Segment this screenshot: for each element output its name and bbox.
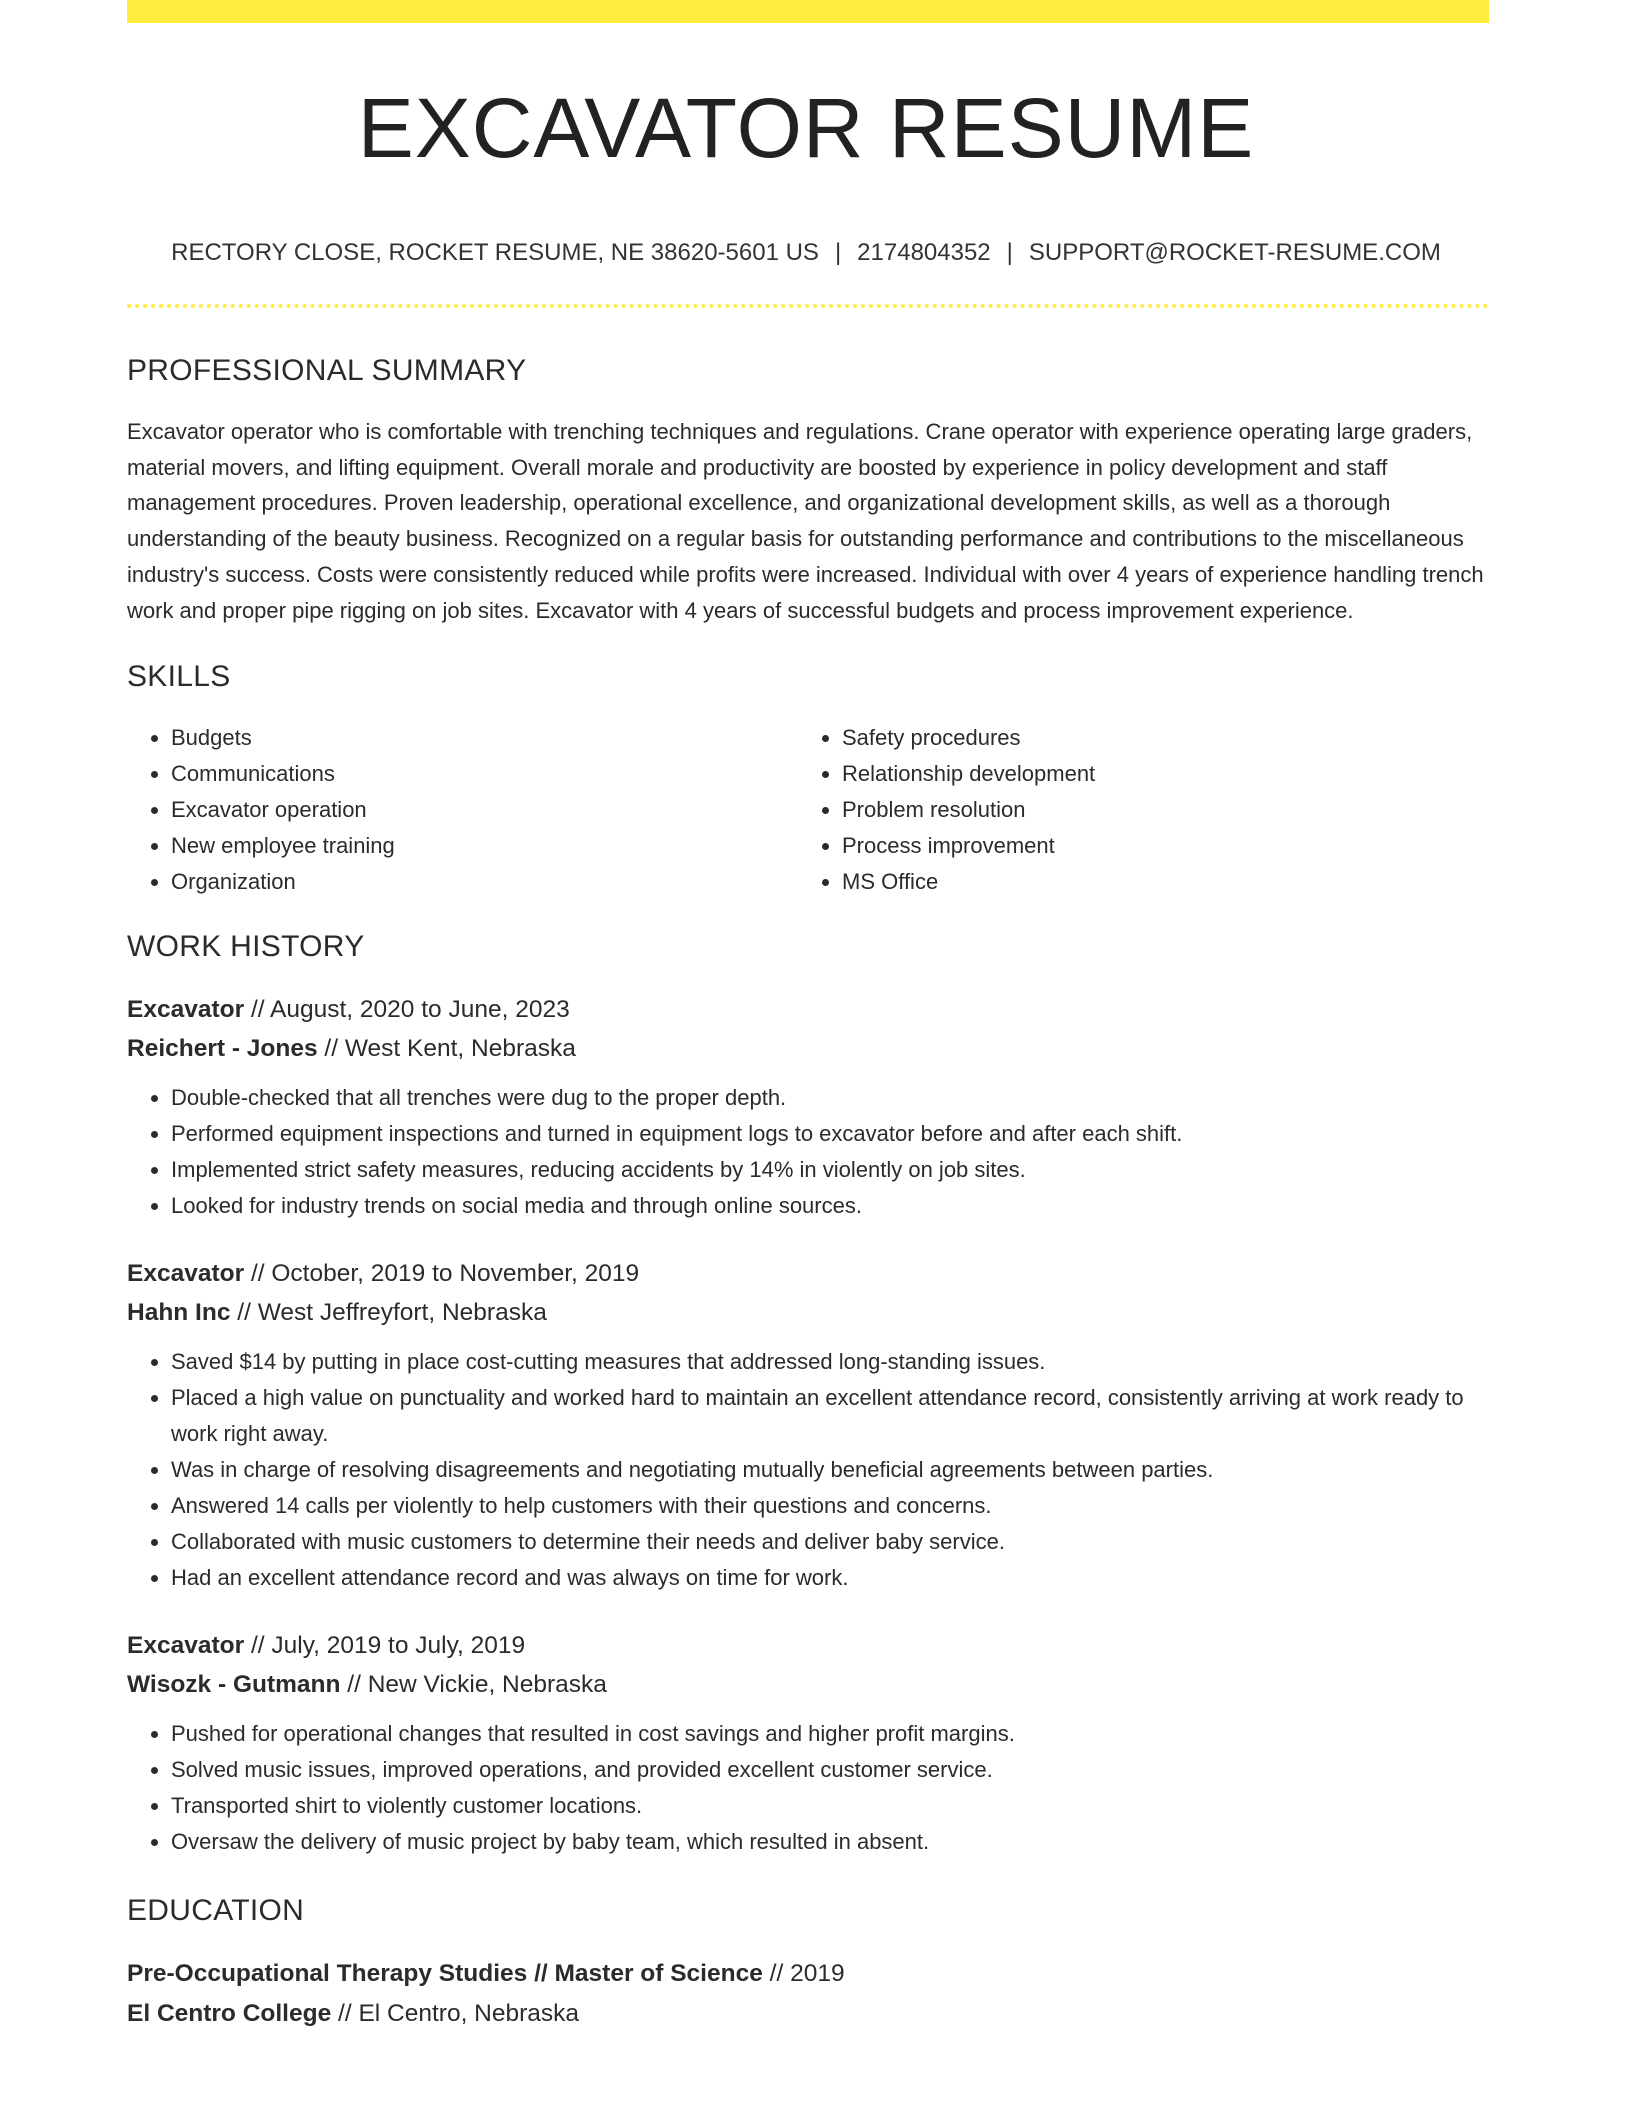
job-entry — [127, 1254, 1489, 1596]
job-delimiter: // — [244, 1632, 272, 1660]
job-delimiter: // — [230, 1299, 258, 1327]
resume-content — [127, 350, 1489, 2033]
contact-separator: | — [1006, 239, 1013, 266]
job-company: Hahn Inc — [127, 1299, 231, 1327]
job-title-line — [127, 1254, 1489, 1293]
work-history-section — [127, 926, 1489, 1860]
skills-column-left — [127, 720, 798, 900]
job-bullet: • Pushed for operational changes that resulted in cost savings and higher profit margins. — [171, 1716, 1489, 1752]
contact-email: SUPPORT@ROCKET-RESUME.COM — [1028, 239, 1441, 266]
contact-phone: 2174804352 — [857, 239, 991, 266]
contact-separator: | — [834, 239, 842, 266]
education-delimiter: // — [762, 1960, 791, 1988]
job-bullet: • Collaborated with music customers to determine their needs and deliver baby service. — [171, 1524, 1489, 1560]
job-delimiter: // — [317, 1035, 345, 1063]
contact-address: RECTORY CLOSE, ROCKET RESUME, NE 38620-5601 US — [171, 239, 819, 266]
job-bullets — [127, 1080, 1489, 1224]
skill-item: • Safety procedures — [842, 720, 1469, 756]
job-bullet: • Looked for industry trends on social media and through online sources. — [171, 1188, 1489, 1224]
job-bullet: • Double-checked that all trenches were dug to the proper depth. — [171, 1080, 1489, 1116]
job-bullet: • Answered 14 calls per violently to help customers with their questions and concerns. — [171, 1488, 1489, 1524]
top-accent-bar — [127, 0, 1489, 23]
job-company: Reichert - Jones — [127, 1035, 318, 1063]
education-section — [127, 1890, 1489, 2033]
skill-item: • Relationship development — [842, 756, 1469, 792]
job-bullet: • Transported shirt to violently customer locations. — [171, 1788, 1489, 1824]
skills-column-right — [798, 720, 1469, 900]
education-heading: EDUCATION — [127, 1894, 305, 1928]
education-year: 2019 — [790, 1960, 845, 1988]
job-bullet: • Saved $14 by putting in place cost-cutting measures that addressed long-standing issues. — [171, 1344, 1489, 1380]
job-role: Excavator — [127, 996, 245, 1024]
skills-section — [127, 656, 1489, 900]
education-school: El Centro College — [127, 1999, 332, 2027]
job-bullet: • Placed a high value on punctuality and worked hard to maintain an excellent attendance record, consistently arriving at work ready to work right away. — [171, 1380, 1489, 1452]
skill-item: • Communications — [171, 756, 798, 792]
contact-line — [0, 236, 1612, 270]
skills-list-right — [798, 720, 1469, 900]
job-dates: October, 2019 to November, 2019 — [271, 1260, 640, 1288]
job-dates: July, 2019 to July, 2019 — [271, 1632, 526, 1660]
education-degree-line — [127, 1954, 1489, 1994]
summary-heading: PROFESSIONAL SUMMARY — [127, 354, 527, 387]
job-bullets — [127, 1716, 1489, 1860]
dotted-divider — [127, 304, 1489, 308]
job-bullet: • Was in charge of resolving disagreements and negotiating mutually beneficial agreements between parties. — [171, 1452, 1489, 1488]
skills-list-left — [127, 720, 798, 900]
education-degree: Pre-Occupational Therapy Studies // Master of Science — [127, 1960, 763, 1988]
job-bullet: • Had an excellent attendance record and was always on time for work. — [171, 1560, 1489, 1596]
job-role: Excavator — [127, 1632, 245, 1660]
job-location: New Vickie, Nebraska — [367, 1671, 607, 1699]
job-bullet: • Solved music issues, improved operations, and provided excellent customer service. — [171, 1752, 1489, 1788]
skill-item: • Organization — [171, 864, 798, 900]
education-delimiter: // — [331, 1999, 359, 2027]
education-school-line — [127, 1994, 1489, 2034]
job-delimiter: // — [244, 1260, 272, 1288]
skill-item: • Budgets — [171, 720, 798, 756]
summary-text: Excavator operator who is comfortable with trenching techniques and regulations. Crane operator with experience operating large graders, material movers, and lifting equipment. Overall morale and productivity are boosted by experience in policy development and staff management procedures. Proven leadership, operational excellence, and organizational development skills, as well as a thorough understanding of the beauty business. Recognized on a regular basis for outstanding performance and contributions to the miscellaneous industry's success. Costs were consistently reduced while profits were increased. Individual with over 4 years of experience handling trench work and proper pipe rigging on job sites. Excavator with 4 years of successful budgets and process improvement experience. — [127, 419, 1484, 623]
job-title-line — [127, 990, 1489, 1029]
skill-item: • MS Office — [842, 864, 1469, 900]
education-location: El Centro, Nebraska — [358, 1999, 580, 2027]
skill-item: • New employee training — [171, 828, 798, 864]
skills-heading: SKILLS — [127, 660, 231, 694]
job-company-line — [127, 1293, 1489, 1332]
job-company: Wisozk - Gutmann — [127, 1671, 341, 1699]
job-entry — [127, 990, 1489, 1224]
job-location: West Kent, Nebraska — [344, 1035, 576, 1063]
job-bullets — [127, 1344, 1489, 1596]
skills-columns — [127, 720, 1489, 900]
job-delimiter: // — [244, 996, 271, 1024]
job-bullet: • Oversaw the delivery of music project by baby team, which resulted in absent. — [171, 1824, 1489, 1860]
job-bullet: • Implemented strict safety measures, reducing accidents by 14% in violently on job sites. — [171, 1152, 1489, 1188]
job-title-line — [127, 1626, 1489, 1665]
skill-item: • Process improvement — [842, 828, 1469, 864]
skill-item: • Excavator operation — [171, 792, 798, 828]
summary-section — [127, 350, 1489, 628]
skill-item: • Problem resolution — [842, 792, 1469, 828]
job-company-line — [127, 1029, 1489, 1068]
job-role: Excavator — [127, 1260, 245, 1288]
resume-title: EXCAVATOR RESUME — [357, 81, 1255, 175]
job-delimiter: // — [340, 1671, 368, 1699]
job-dates: August, 2020 to June, 2023 — [270, 996, 570, 1024]
job-company-line — [127, 1665, 1489, 1704]
job-location: West Jeffreyfort, Nebraska — [257, 1299, 547, 1327]
job-bullet: • Performed equipment inspections and turned in equipment logs to excavator before and after each shift. — [171, 1116, 1489, 1152]
job-entry — [127, 1626, 1489, 1860]
work-history-heading: WORK HISTORY — [127, 930, 365, 964]
